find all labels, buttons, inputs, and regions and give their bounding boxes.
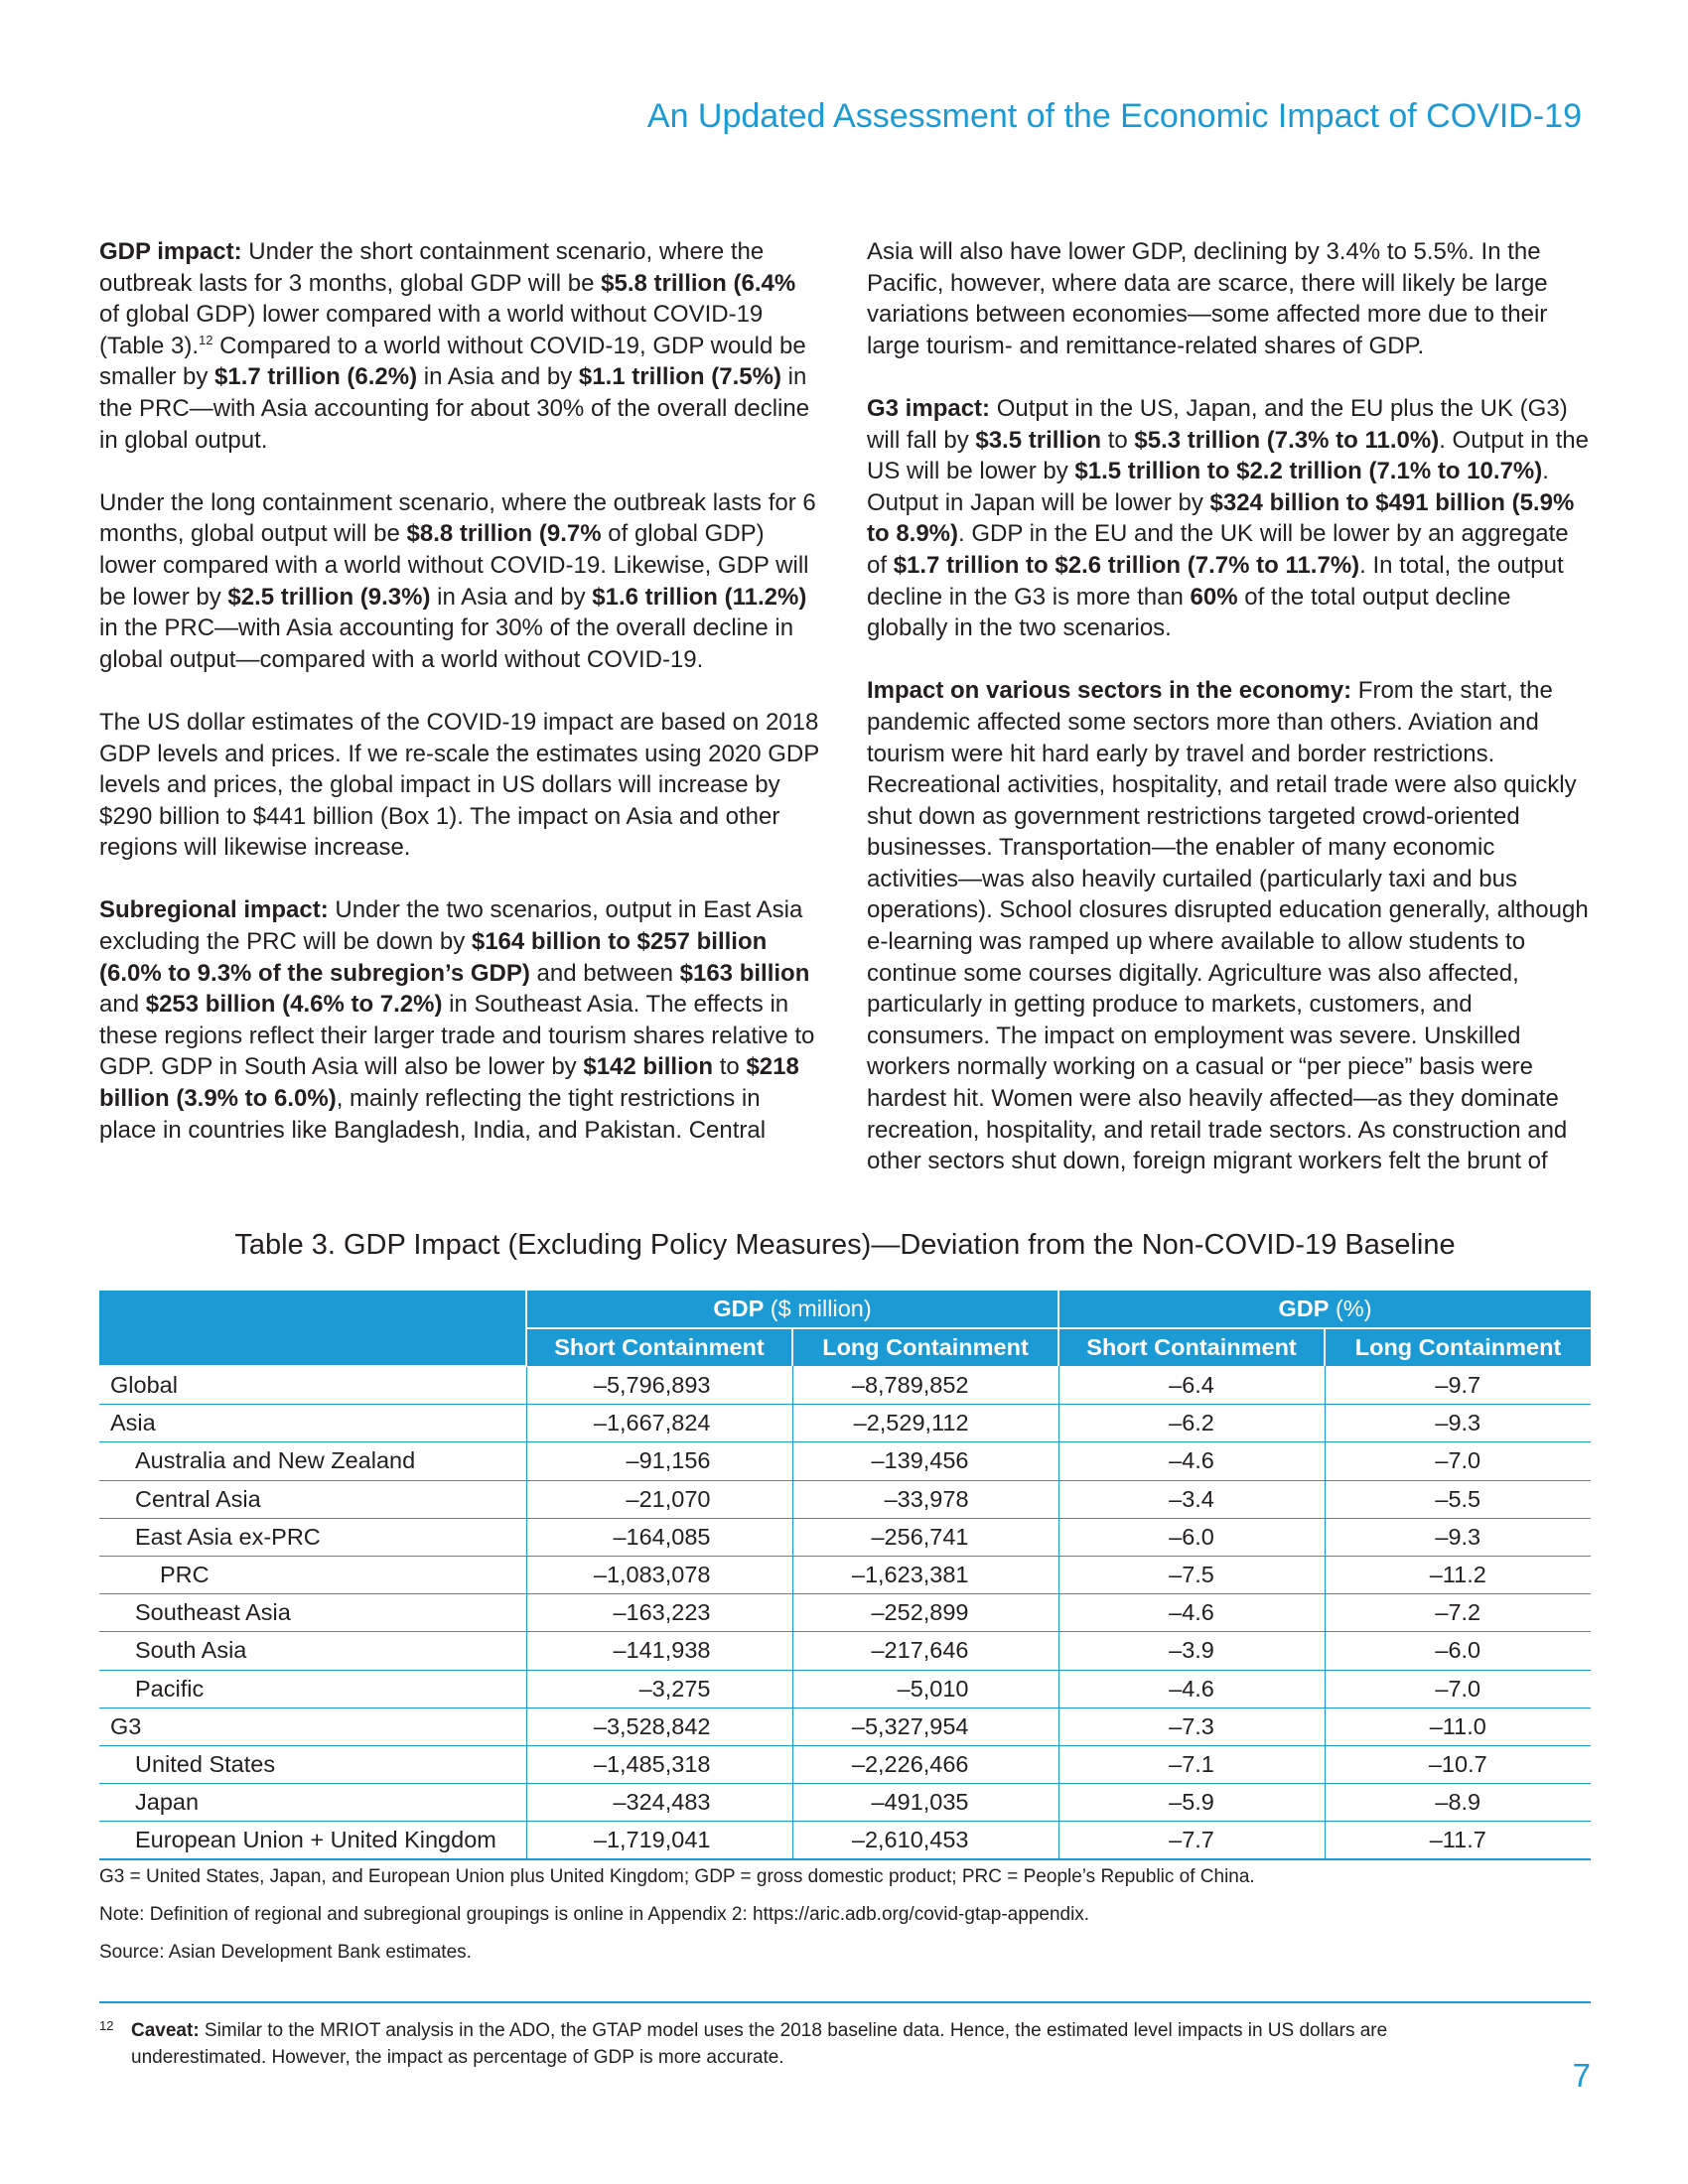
table-row (99, 1594, 1591, 1632)
table-cell: –1,083,078 (526, 1556, 792, 1593)
bold-text-run: $218 billion (3.9% to 6.0%) (99, 1053, 799, 1113)
table-cell: –3.4 (1058, 1480, 1325, 1518)
footnote-divider (99, 2001, 1591, 2003)
footnote-text: Caveat: Similar to the MRIOT analysis in the ADO, the GTAP model uses the 2018 baseline data. Hence, the estimated level impacts in US dollars are underestimated. However, the impact as percentage of GDP is more accurate. (131, 2020, 1388, 2068)
table-cell: –1,719,041 (526, 1822, 792, 1860)
bold-text-run: GDP impact: (99, 238, 242, 265)
table-cell: –7.2 (1325, 1594, 1591, 1632)
definition-note: Note: Definition of regional and subregional groupings is online in Appendix 2: https://aric.adb.org/covid-gtap-appendix. (99, 1904, 1090, 1925)
table-cell: –8,789,852 (792, 1366, 1058, 1405)
table-group-header-row (99, 1291, 1591, 1328)
footnote (99, 2017, 1489, 2071)
text-run: Under the long containment scenario, where the outbreak lasts for 6 months, global output will be (99, 488, 816, 548)
table-cell: –163,223 (526, 1594, 792, 1632)
text-run: and (99, 991, 146, 1019)
table-cell: –256,741 (792, 1518, 1058, 1556)
table-cell: –5.5 (1325, 1480, 1591, 1518)
table-body (99, 1366, 1591, 1859)
table-cell: –5,327,954 (792, 1707, 1058, 1745)
table-cell: –1,623,381 (792, 1556, 1058, 1593)
table-cell: –7.0 (1325, 1442, 1591, 1480)
gdp-impact-paragraph (99, 236, 819, 456)
bold-text-run: $1.6 trillion (11.2%) (592, 583, 807, 611)
bold-text-run: Subregional impact: (99, 896, 329, 924)
table-cell: –8.9 (1325, 1784, 1591, 1822)
text-run: in Southeast Asia. The effects in these regions reflect their larger trade and tourism shares relative to GDP. GDP in South Asia will also be lower by (99, 991, 815, 1081)
table-cell: –1,667,824 (526, 1405, 792, 1442)
table-cell: –9.3 (1325, 1518, 1591, 1556)
table-row (99, 1366, 1591, 1405)
table-cell: –6.0 (1325, 1632, 1591, 1670)
text-run: , mainly reflecting the tight restrictions in place in countries like Bangladesh, India, and Pakistan. Central (99, 1085, 767, 1144)
column-header: Short Containment (1058, 1328, 1325, 1366)
bold-text-run: $1.7 trillion (6.2%) (214, 363, 418, 391)
table-cell: –6.0 (1058, 1518, 1325, 1556)
footnote-reference: 12 (199, 332, 213, 347)
text-run: in Asia and by (430, 583, 593, 611)
bold-text-run: Impact on various sectors in the economy: (867, 677, 1352, 705)
table-cell: –3,528,842 (526, 1707, 792, 1745)
table-cell: –4.6 (1058, 1442, 1325, 1480)
table-row (99, 1707, 1591, 1745)
row-label: East Asia ex-PRC (99, 1518, 526, 1556)
text-run: . Output in Japan will be lower by (867, 458, 1549, 516)
row-label: Australia and New Zealand (99, 1442, 526, 1480)
text-run: Asia will also have lower GDP, declining by 3.4% to 5.5%. In the Pacific, however, where data are scarce, there will likely be large variations between economies—some affected more due to their large tourism- and remittance-related shares of GDP. (867, 238, 1548, 359)
table-cell: –6.4 (1058, 1366, 1325, 1405)
table-corner-cell (99, 1291, 526, 1366)
table-cell: –217,646 (792, 1632, 1058, 1670)
sector-impact-paragraph (867, 675, 1592, 1177)
table-cell: –9.7 (1325, 1366, 1591, 1405)
text-run: Output in the US, Japan, and the EU plus the UK (G3) will fall by (867, 394, 1568, 454)
table-cell: –4.6 (1058, 1670, 1325, 1707)
table-cell: –3.9 (1058, 1632, 1325, 1670)
text-run: in the PRC—with Asia accounting for 30% of the overall decline in global output—compared with a world without COVID-19. (99, 614, 794, 673)
table-cell: –1,485,318 (526, 1745, 792, 1783)
table-cell: –2,226,466 (792, 1745, 1058, 1783)
left-text-column (99, 236, 819, 1177)
right-text-column (867, 236, 1592, 1208)
text-run: . In total, the output decline in the G3 is more than (867, 551, 1564, 611)
table-cell: –5,796,893 (526, 1366, 792, 1405)
bold-text-run: $2.5 trillion (9.3%) (227, 583, 431, 611)
group-header-gdp-percent: GDP (%) (1058, 1291, 1591, 1328)
text-run: of the total output decline globally in the two scenarios. (867, 583, 1511, 642)
bold-text-run: $8.8 trillion (9.7% (406, 520, 602, 548)
bold-text-run: $3.5 trillion (975, 426, 1102, 454)
table-cell: –11.0 (1325, 1707, 1591, 1745)
row-label: PRC (99, 1556, 526, 1593)
bold-text-run: $163 billion (679, 959, 810, 987)
table-title: Table 3. GDP Impact (Excluding Policy Measures)—Deviation from the Non-COVID-19 Baseline (234, 1229, 1456, 1261)
table-cell: –10.7 (1325, 1745, 1591, 1783)
text-run: of global GDP) lower compared with a world without COVID-19 (Table 3). (99, 301, 764, 359)
text-run: of global GDP) lower compared with a world without COVID-19. Likewise, GDP will be lower by (99, 520, 809, 611)
table-row (99, 1518, 1591, 1556)
table-row (99, 1405, 1591, 1442)
table-row (99, 1556, 1591, 1593)
table-row (99, 1670, 1591, 1707)
text-run: From the start, the pandemic affected some sectors more than others. Aviation and tourism were hit hard early by travel and border restrictions. Recreational activities, hospitality, and retail trade were also quickly shut down as government restrictions targeted crowd-oriented businesses. Transportation—the enabler of many economic activities—was also heavily curtailed (particularly taxi and bus operations). School closures disrupted education generally, although e-learning was ramped up where available to allow students to continue some courses digitally. Agriculture was also affected, particularly in getting produce to markets, customers, and consumers. The impact on employment was severe. Unskilled workers normally working on a casual or “per piece” basis were hardest hit. Women were also heavily affected—as they dominate recreation, hospitality, and retail trade sectors. As construction and other sectors shut down, foreign migrant workers felt the brunt of (867, 677, 1589, 1175)
bold-text-run: $253 billion (4.6% to 7.2%) (145, 991, 443, 1019)
page-number: 7 (1572, 2057, 1591, 2094)
central-asia-pacific-paragraph (867, 236, 1592, 361)
text-run: . Output in the US will be lower by (867, 426, 1589, 485)
row-label: Global (99, 1366, 526, 1405)
g3-impact-paragraph (867, 393, 1592, 644)
text-run: The US dollar estimates of the COVID-19 impact are based on 2018 GDP levels and prices. If we re-scale the estimates using 2020 GDP levels and prices, the global impact in US dollars will increase by $290 billion to $441 billion (Box 1). The impact on Asia and other regions will likewise increase. (99, 708, 819, 862)
table-cell: –141,938 (526, 1632, 792, 1670)
text-run: Compared to a world without COVID-19, GDP would be smaller by (99, 332, 806, 391)
table-cell: –21,070 (526, 1480, 792, 1518)
table-row (99, 1822, 1591, 1860)
table-cell: –491,035 (792, 1784, 1058, 1822)
table-row (99, 1480, 1591, 1518)
bold-text-run: $1.7 trillion to $2.6 trillion (7.7% to 11.7%) (893, 551, 1360, 579)
us-dollar-estimates-paragraph (99, 707, 819, 864)
bold-text-run: $324 billion to $491 billion (5.9% to 8.9%) (867, 488, 1575, 548)
table-cell: –2,529,112 (792, 1405, 1058, 1442)
table-cell: –9.3 (1325, 1405, 1591, 1442)
text-run: in Asia and by (417, 363, 579, 391)
row-label: European Union + United Kingdom (99, 1822, 526, 1860)
row-label: United States (99, 1745, 526, 1783)
column-header: Long Containment (1325, 1328, 1591, 1366)
row-label: Pacific (99, 1670, 526, 1707)
table-cell: –11.2 (1325, 1556, 1591, 1593)
row-label: Japan (99, 1784, 526, 1822)
text-run: to (1101, 426, 1135, 454)
row-label: Southeast Asia (99, 1594, 526, 1632)
table-cell: –3,275 (526, 1670, 792, 1707)
row-label: G3 (99, 1707, 526, 1745)
text-run: Under the two scenarios, output in East Asia excluding the PRC will be down by (99, 896, 803, 956)
row-label: Central Asia (99, 1480, 526, 1518)
table-cell: –7.0 (1325, 1670, 1591, 1707)
table-notes (99, 1866, 1591, 1979)
bold-text-run: $142 billion (583, 1053, 714, 1081)
table-cell: –6.2 (1058, 1405, 1325, 1442)
text-run: Under the short containment scenario, where the outbreak lasts for 3 months, global GDP will be (99, 238, 765, 297)
bold-text-run: 60% (1190, 583, 1238, 611)
table-cell: –91,156 (526, 1442, 792, 1480)
abbreviations-note: G3 = United States, Japan, and European Union plus United Kingdom; GDP = gross domestic product; PRC = People’s Republic of China. (99, 1866, 1255, 1887)
table-row (99, 1745, 1591, 1783)
table-cell: –7.7 (1058, 1822, 1325, 1860)
table-cell: –164,085 (526, 1518, 792, 1556)
table-cell: –324,483 (526, 1784, 792, 1822)
bold-text-run: G3 impact: (867, 394, 991, 422)
table-cell: –7.3 (1058, 1707, 1325, 1745)
table-cell: –7.1 (1058, 1745, 1325, 1783)
long-containment-paragraph (99, 487, 819, 676)
subregional-impact-paragraph (99, 894, 819, 1146)
text-run: . GDP in the EU and the UK will be lower by an aggregate of (867, 520, 1569, 579)
table-cell: –11.7 (1325, 1822, 1591, 1860)
bold-text-run: $5.8 trillion (6.4% (601, 269, 796, 297)
table-row (99, 1442, 1591, 1480)
text-run: and between (529, 959, 680, 987)
bold-text-run: $1.5 trillion to $2.2 trillion (7.1% to 10.7%) (1074, 458, 1543, 485)
running-header: An Updated Assessment of the Economic Impact of COVID-19 (646, 97, 1582, 135)
column-header: Long Containment (792, 1328, 1058, 1366)
table-cell: –33,978 (792, 1480, 1058, 1518)
gdp-impact-table (99, 1291, 1591, 1860)
text-run: in the PRC—with Asia accounting for about 30% of the overall decline in global output. (99, 363, 810, 454)
table-cell: –7.5 (1058, 1556, 1325, 1593)
table-cell: –252,899 (792, 1594, 1058, 1632)
footnote-number: 12 (99, 2018, 114, 2033)
bold-text-run: $164 billion to $257 billion (6.0% to 9.3% of the subregion’s GDP) (99, 928, 768, 987)
source-note: Source: Asian Development Bank estimates. (99, 1942, 472, 1963)
group-header-gdp-million: GDP ($ million) (526, 1291, 1058, 1328)
bold-text-run: $1.1 trillion (7.5%) (578, 363, 781, 391)
table-cell: –139,456 (792, 1442, 1058, 1480)
table-row (99, 1632, 1591, 1670)
row-label: South Asia (99, 1632, 526, 1670)
table-cell: –5.9 (1058, 1784, 1325, 1822)
table-cell: –4.6 (1058, 1594, 1325, 1632)
row-label: Asia (99, 1405, 526, 1442)
column-header: Short Containment (526, 1328, 792, 1366)
table-cell: –2,610,453 (792, 1822, 1058, 1860)
table-cell: –5,010 (792, 1670, 1058, 1707)
text-run: to (713, 1053, 747, 1081)
table-row (99, 1784, 1591, 1822)
bold-text-run: $5.3 trillion (7.3% to 11.0%) (1134, 426, 1440, 454)
